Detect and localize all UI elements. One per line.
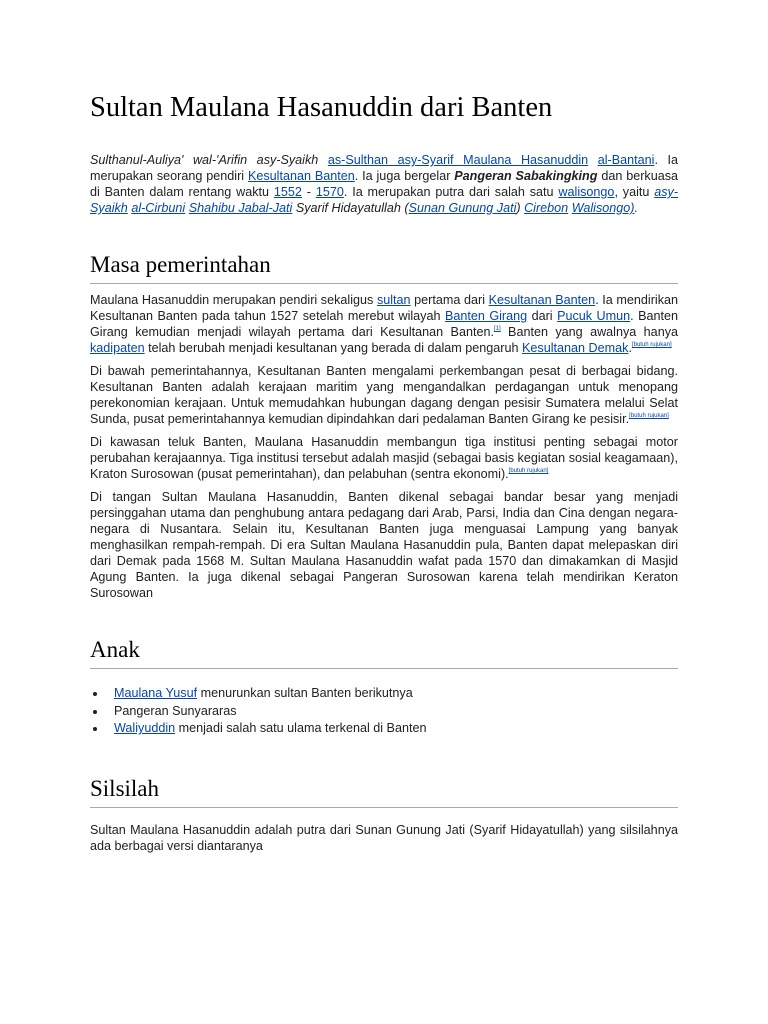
section-heading-anak: Anak — [90, 635, 678, 669]
intro-text: . Ia merupakan seorang pendiri — [90, 153, 678, 183]
link-al-bantani[interactable]: al-Bantani — [597, 153, 655, 167]
silsilah-paragraph: Sultan Maulana Hasanuddin adalah putra dari Sunan Gunung Jati (Syarif Hidayatullah) yang silsilahnya ada berbagai versi diantaranya — [90, 822, 678, 853]
paragraph-text: . Banten Girang kemudian menjadi wilayah pertama dari Kesultanan Banten. — [90, 309, 679, 339]
link-banten-girang[interactable]: Banten Girang — [444, 309, 528, 323]
paragraph-text: dari — [531, 309, 553, 323]
citation-1[interactable]: [1] — [493, 326, 501, 332]
list-item-text: menurunkan sultan Banten berikutnya — [197, 686, 413, 700]
link-sunan-gunung-jati[interactable]: Sunan Gunung Jati — [408, 201, 517, 215]
masa-paragraph-1 — [90, 292, 678, 356]
list-item-text: Pangeran Sunyararas — [114, 703, 237, 718]
section-heading-silsilah: Silsilah — [90, 774, 678, 808]
masa-paragraph-2 — [90, 363, 678, 427]
children-list — [90, 685, 678, 738]
masa-paragraph-4 — [90, 489, 678, 601]
masa-paragraph-3 — [90, 434, 678, 482]
paragraph-text: pertama dari — [414, 293, 485, 307]
citation-needed[interactable]: [butuh rujukan] — [629, 413, 669, 419]
link-kesultanan-banten-2[interactable]: Kesultanan Banten — [488, 293, 596, 307]
link-as-sulthan[interactable]: as-Sulthan asy-Syarif Maulana Hasanuddin — [327, 153, 589, 167]
link-asy-syaikh[interactable]: asy-Syaikh — [90, 185, 679, 215]
link-pucuk-umun[interactable]: Pucuk Umun — [557, 309, 631, 323]
paragraph-text: . Ia mendirikan Kesultanan Banten pada tahun 1527 setelah merebut wilayah — [90, 293, 679, 323]
paragraph-text: Di tangan Sultan Maulana Hasanuddin, Banten dikenal sebagai bandar besar yang menjadi persinggahan utama dan penghubung antara pedagang dari Arab, Parsi, India dan Cina dengan negara-negara di Nusantara. Selain itu, Kesultanan Banten juga menguasai Lampung yang banyak menghasilkan rempah-rempah. Di era Sultan Maulana Hasanuddin pula, Banten dapat melepaskan diri dari Demak pada 1568 M. Sultan Maulana Hasanuddin wafat pada 1570 dan dimakamkan di Masjid Agung Banten. Ia juga dikenal sebagai Pangeran Surosowan karena telah mendirikan Keraton Surosowan — [90, 490, 678, 600]
list-item — [114, 685, 678, 703]
citation-needed[interactable]: [butuh rujukan] — [631, 342, 672, 348]
link-kesultanan-banten[interactable]: Kesultanan Banten — [247, 169, 355, 183]
link-walisongo-2[interactable]: Walisongo) — [571, 201, 635, 215]
intro-text: Sulthanul-Auliya' wal-'Arifin asy-Syaikh — [90, 153, 319, 167]
link-kesultanan-demak[interactable]: Kesultanan Demak — [522, 341, 629, 355]
list-item — [114, 720, 678, 738]
list-item-text: menjadi salah satu ulama terkenal di Banten — [175, 721, 427, 736]
intro-text: . Ia merupakan putra dari salah satu — [343, 185, 554, 199]
paragraph-text: Di bawah pemerintahannya, Kesultanan Banten mengalami perkembangan pesat di berbagai bidang. Kesultanan Banten adalah kerajaan maritim yang mengandalkan perdagangan untuk menopang perekonomian kerajaan. Untuk memudahkan hubungan dagang dengan pesisir Sumatera melalui Selat Sunda, pusat pemerintahannya kemudian dipindahkan dari pedalaman Banten Girang ke pesisir. — [90, 364, 678, 426]
link-1552[interactable]: 1552 — [273, 185, 302, 199]
intro-text: ) — [516, 201, 521, 215]
list-item — [114, 703, 678, 721]
link-1570[interactable]: 1570 — [315, 185, 344, 199]
paragraph-text: . — [628, 341, 632, 355]
paragraph-text: telah berubah menjadi kesultanan yang berada di dalam pengaruh — [148, 341, 519, 355]
intro-paragraph — [90, 152, 678, 216]
intro-text: . Ia juga bergelar — [354, 169, 451, 183]
link-shahibu-jabal-jati[interactable]: Shahibu Jabal-Jati — [188, 201, 293, 215]
link-kadipaten[interactable]: kadipaten — [90, 341, 145, 355]
link-maulana-yusuf[interactable]: Maulana Yusuf — [114, 686, 198, 700]
link-sultan[interactable]: sultan — [376, 293, 411, 307]
link-al-cirbuni[interactable]: al-Cirbuni — [131, 201, 186, 215]
link-cirebon[interactable]: Cirebon — [524, 201, 569, 215]
article — [90, 88, 678, 854]
paragraph-text: Maulana Hasanuddin merupakan pendiri sekaligus — [90, 293, 374, 307]
paragraph-text: Di kawasan teluk Banten, Maulana Hasanuddin membangun tiga institusi penting sebagai motor perubahan kerajaannya. Tiga institusi tersebut adalah masjid (sebagai basis kegiatan sosial keagamaan), Kraton Surosowan (pusat pemerintahan), dan pelabuhan (sentra ekonomi). — [90, 435, 678, 481]
paragraph-text: Banten yang awalnya hanya — [500, 325, 678, 339]
intro-text: Syarif Hidayatullah ( — [295, 201, 409, 215]
intro-text: - — [306, 185, 311, 199]
page-title: Sultan Maulana Hasanuddin dari Banten — [90, 92, 553, 123]
citation-needed[interactable]: [butuh rujukan] — [508, 468, 549, 474]
intro-text: , yaitu — [614, 185, 650, 199]
intro-text: . — [634, 201, 638, 215]
title-pangeran: Pangeran Sabakingking — [454, 169, 598, 183]
link-waliyuddin[interactable]: Waliyuddin — [114, 721, 176, 736]
intro-text: dan berkuasa di Banten dalam rentang waktu — [90, 169, 679, 199]
section-heading-masa-pemerintahan: Masa pemerintahan — [90, 250, 678, 284]
link-walisongo[interactable]: walisongo — [558, 185, 615, 199]
